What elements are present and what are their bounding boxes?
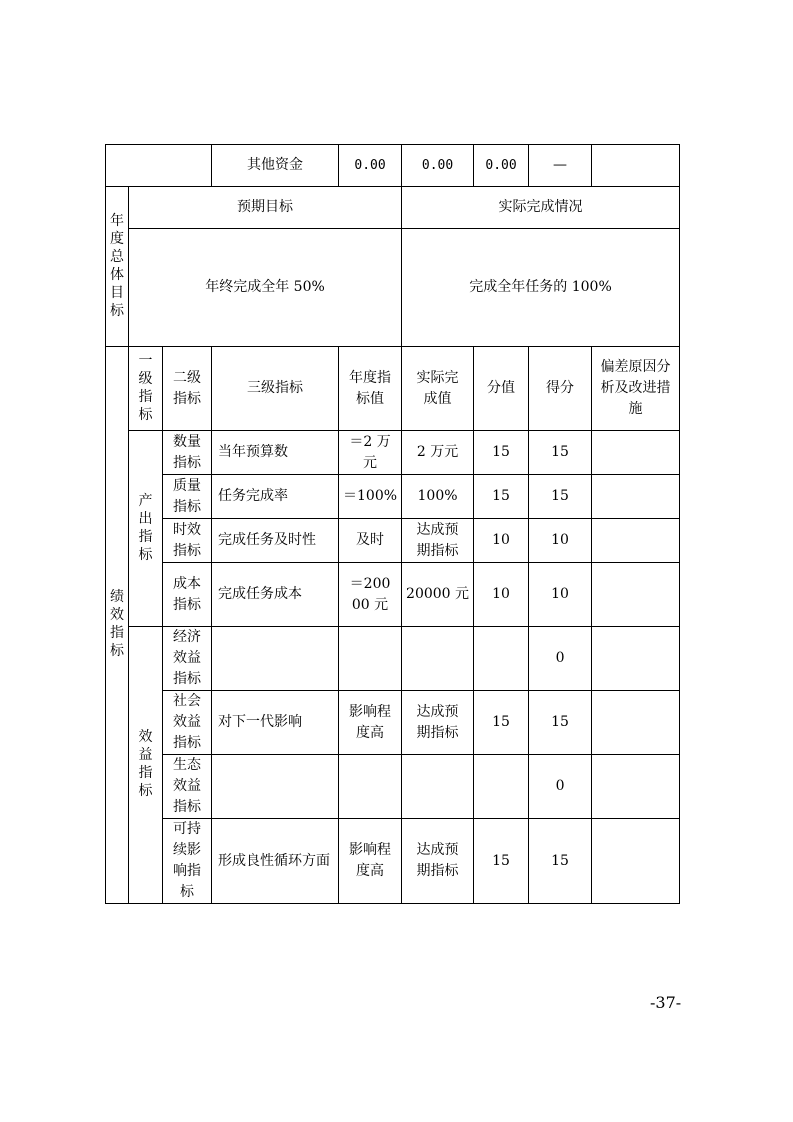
header-level3: 三级指标	[212, 347, 339, 431]
empty-cell	[106, 145, 212, 187]
target-value: 影响程度高	[349, 842, 392, 879]
actual-header: 实际完成情况	[402, 187, 680, 229]
score-cell: 15	[474, 819, 529, 904]
actual-cell	[402, 755, 474, 819]
header-level2: 二级指标	[173, 369, 202, 407]
level2-cell	[163, 691, 212, 755]
table-row	[106, 519, 680, 563]
deviation-cell	[592, 475, 680, 519]
got-cell: 10	[529, 563, 592, 627]
actual-cell	[402, 519, 474, 563]
level2-label: 可持续影响指标	[173, 821, 202, 900]
level3-cell: 对下一代影响	[212, 691, 339, 755]
table-row	[106, 819, 680, 904]
level2-label: 经济效益指标	[173, 629, 202, 687]
target-value: ＝2 万元	[349, 433, 391, 471]
target-cell	[339, 691, 402, 755]
score-cell: 15	[474, 431, 529, 475]
benefit-category-cell	[129, 627, 163, 904]
perf-section-label: 绩效指标	[110, 589, 124, 659]
expected-value: 年终完成全年 50%	[129, 229, 402, 347]
level2-cell	[163, 755, 212, 819]
header-level2-cell	[163, 347, 212, 431]
got-cell: 15	[529, 431, 592, 475]
header-deviation-cell	[592, 347, 680, 431]
page-number: -37-	[650, 993, 682, 1012]
funding-row	[106, 145, 680, 187]
funding-value-3: 0.00	[474, 145, 529, 187]
actual-cell	[402, 627, 474, 691]
level2-label: 成本指标	[173, 575, 202, 613]
table-row	[106, 431, 680, 475]
actual-value: 达成预期指标	[416, 842, 459, 879]
target-value: ＝20000 元	[349, 575, 391, 613]
header-actual: 实际完成值	[416, 369, 459, 407]
got-cell: 15	[529, 819, 592, 904]
funding-label: 其他资金	[247, 157, 304, 173]
level3-cell	[212, 819, 339, 904]
funding-value-2: 0.00	[402, 145, 474, 187]
score-cell: 15	[474, 475, 529, 519]
level2-cell	[163, 563, 212, 627]
got-cell: 0	[529, 627, 592, 691]
target-cell	[339, 627, 402, 691]
actual-value: 达成预期指标	[416, 703, 459, 741]
table-row	[106, 475, 680, 519]
level2-label: 生态效益指标	[173, 757, 202, 815]
actual-value: 完成全年任务的 100%	[402, 229, 680, 347]
funding-value-1: 0.00	[339, 145, 402, 187]
target-cell: 及时	[339, 519, 402, 563]
level3-cell: 完成任务及时性	[212, 519, 339, 563]
funding-value-4: —	[529, 145, 592, 187]
empty-cell	[592, 145, 680, 187]
header-target: 年度指标值	[349, 369, 392, 407]
actual-cell	[402, 691, 474, 755]
actual-cell	[402, 819, 474, 904]
actual-cell: 2 万元	[402, 431, 474, 475]
level3-cell	[212, 755, 339, 819]
perf-section-cell	[106, 347, 129, 904]
header-level1-cell	[129, 347, 163, 431]
deviation-cell	[592, 755, 680, 819]
deviation-cell	[592, 431, 680, 475]
level3-cell: 任务完成率	[212, 475, 339, 519]
got-cell: 0	[529, 755, 592, 819]
level2-label: 质量指标	[173, 477, 202, 515]
level3-cell: 完成任务成本	[212, 563, 339, 627]
header-target-cell	[339, 347, 402, 431]
output-category-label: 产出指标	[138, 492, 153, 563]
level2-label: 数量指标	[173, 433, 202, 471]
level2-cell	[163, 475, 212, 519]
benefit-category-label: 效益指标	[138, 729, 153, 799]
level2-label: 社会效益指标	[173, 693, 202, 751]
score-cell	[474, 627, 529, 691]
perf-header-row	[106, 347, 680, 431]
score-cell: 10	[474, 519, 529, 563]
deviation-cell	[592, 519, 680, 563]
table-row	[106, 755, 680, 819]
goal-section-label: 年度总体目标	[110, 212, 124, 319]
header-got: 得分	[529, 347, 592, 431]
header-score: 分值	[474, 347, 529, 431]
deviation-cell	[592, 627, 680, 691]
target-cell	[339, 755, 402, 819]
header-actual-cell	[402, 347, 474, 431]
got-cell: 15	[529, 691, 592, 755]
score-cell	[474, 755, 529, 819]
score-cell: 10	[474, 563, 529, 627]
goal-value-row	[106, 229, 680, 347]
level2-cell	[163, 819, 212, 904]
header-level1: 一级指标	[138, 352, 153, 423]
performance-table	[105, 144, 680, 904]
level2-cell	[163, 627, 212, 691]
funding-label-cell	[212, 145, 339, 187]
actual-cell: 20000 元	[402, 563, 474, 627]
output-category-cell	[129, 431, 163, 627]
table-row	[106, 627, 680, 691]
deviation-cell	[592, 819, 680, 904]
target-cell: ＝100%	[339, 475, 402, 519]
score-cell: 15	[474, 691, 529, 755]
goal-section-cell	[106, 187, 129, 347]
target-cell	[339, 563, 402, 627]
table-row	[106, 563, 680, 627]
header-deviation: 偏差原因分析及改进措施	[600, 359, 671, 417]
table-row	[106, 691, 680, 755]
level2-cell	[163, 431, 212, 475]
target-cell	[339, 431, 402, 475]
goal-header-row	[106, 187, 680, 229]
got-cell: 15	[529, 475, 592, 519]
got-cell: 10	[529, 519, 592, 563]
level2-cell	[163, 519, 212, 563]
deviation-cell	[592, 691, 680, 755]
level3-label: 形成良性循环方面	[218, 852, 331, 869]
actual-value: 达成预期指标	[416, 521, 459, 559]
level3-cell	[212, 627, 339, 691]
target-cell	[339, 819, 402, 904]
target-value: 影响程度高	[349, 703, 392, 741]
expected-header: 预期目标	[129, 187, 402, 229]
level2-label: 时效指标	[173, 521, 202, 559]
deviation-cell	[592, 563, 680, 627]
actual-cell: 100%	[402, 475, 474, 519]
level3-cell: 当年预算数	[212, 431, 339, 475]
